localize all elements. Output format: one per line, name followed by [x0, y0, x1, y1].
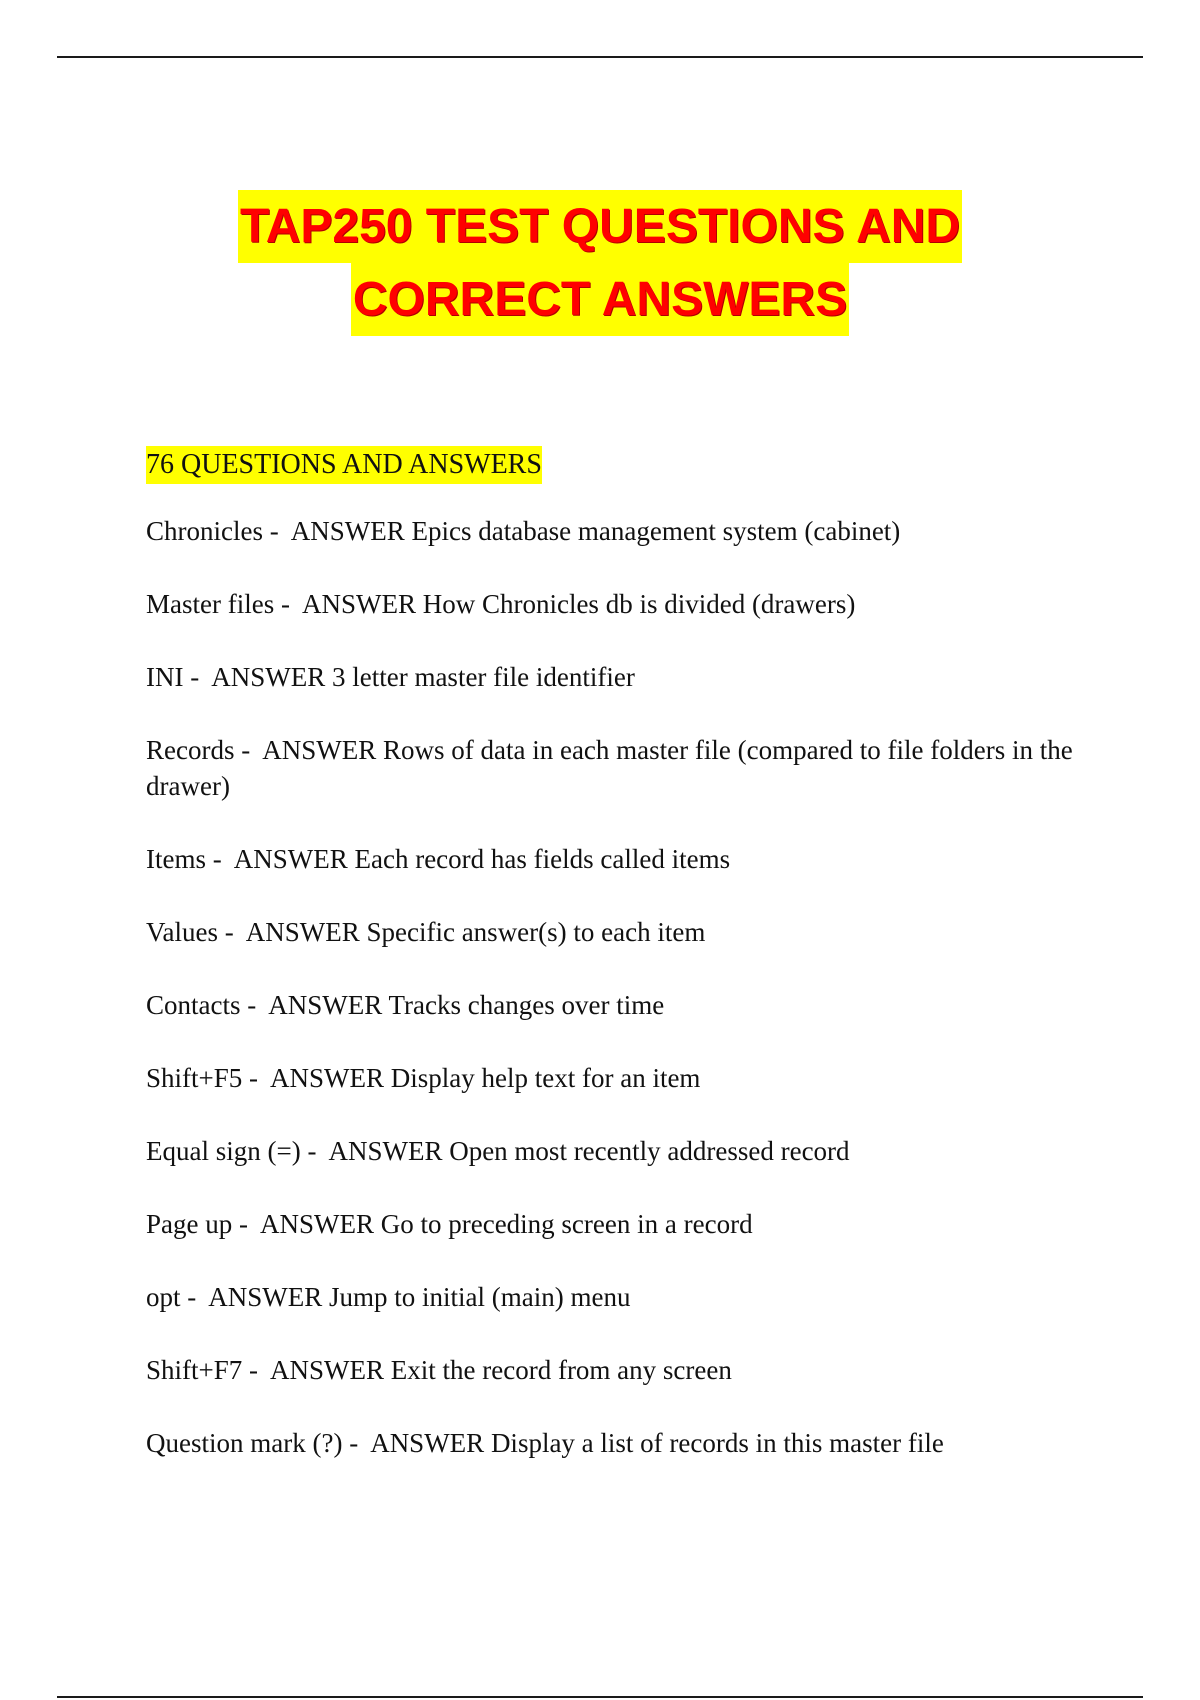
qa-answer: Specific answer(s) to each item: [366, 917, 706, 947]
qa-answer: How Chronicles db is divided (drawers): [422, 589, 856, 619]
qa-term: Items: [146, 844, 206, 874]
qa-item: [146, 513, 1076, 549]
qa-answer: Jump to initial (main) menu: [329, 1282, 631, 1312]
bottom-rule: [57, 1696, 1143, 1698]
qa-separator: - ANSWER: [240, 990, 389, 1020]
qa-term: Master files: [146, 589, 275, 619]
qa-item: [146, 1425, 1076, 1461]
qa-separator: - ANSWER: [274, 589, 423, 619]
top-rule: [57, 56, 1143, 58]
qa-separator: - ANSWER: [242, 1355, 391, 1385]
title-line-1: TAP250 TEST QUESTIONS AND: [238, 190, 962, 263]
qa-term: Shift+F5: [146, 1063, 243, 1093]
qa-term: Equal sign (=): [146, 1136, 301, 1166]
qa-answer: Display help text for an item: [390, 1063, 701, 1093]
qa-answer: Display a list of records in this master file: [490, 1428, 944, 1458]
qa-item: [146, 1279, 1076, 1315]
qa-item: [146, 1060, 1076, 1096]
qa-answer: Go to preceding screen in a record: [380, 1209, 753, 1239]
qa-separator: - ANSWER: [180, 1282, 330, 1312]
qa-answer: Each record has fields called items: [354, 844, 731, 874]
qa-item: [146, 1206, 1076, 1242]
qa-answer: 3 letter master file identifier: [331, 662, 635, 692]
qa-term: Page up: [146, 1209, 233, 1239]
qa-term: Chronicles: [146, 516, 263, 546]
qa-separator: - ANSWER: [234, 735, 383, 765]
qa-answer: Exit the record from any screen: [390, 1355, 732, 1385]
qa-term: opt: [146, 1282, 181, 1312]
qa-separator: - ANSWER: [342, 1428, 491, 1458]
qa-term: Records: [146, 735, 235, 765]
qa-item: [146, 732, 1076, 804]
qa-item: [146, 1133, 1076, 1169]
qa-separator: - ANSWER: [217, 917, 367, 947]
questions-count-heading: 76 QUESTIONS AND ANSWERS: [146, 446, 542, 484]
document-title: [0, 190, 1200, 336]
qa-term: Contacts: [146, 990, 241, 1020]
qa-term: Question mark (?): [146, 1428, 343, 1458]
qa-separator: - ANSWER: [183, 662, 332, 692]
qa-item: [146, 586, 1076, 622]
qa-content: [146, 446, 1076, 1498]
qa-item: [146, 841, 1076, 877]
qa-list: [146, 513, 1076, 1461]
qa-separator: - ANSWER: [300, 1136, 450, 1166]
qa-separator: - ANSWER: [206, 844, 355, 874]
qa-separator: - ANSWER: [262, 516, 412, 546]
qa-separator: - ANSWER: [242, 1063, 391, 1093]
qa-item: [146, 987, 1076, 1023]
qa-answer: Rows of data in each master file (compared to file folders in the drawer): [146, 735, 1073, 801]
qa-term: Shift+F7: [146, 1355, 243, 1385]
qa-answer: Tracks changes over time: [388, 990, 665, 1020]
qa-term: INI: [146, 662, 184, 692]
title-line-2: CORRECT ANSWERS: [351, 263, 849, 336]
qa-term: Values: [146, 917, 218, 947]
qa-item: [146, 914, 1076, 950]
qa-answer: Open most recently addressed record: [449, 1136, 850, 1166]
qa-separator: - ANSWER: [232, 1209, 381, 1239]
qa-item: [146, 659, 1076, 695]
qa-item: [146, 1352, 1076, 1388]
qa-answer: Epics database management system (cabinet): [411, 516, 901, 546]
